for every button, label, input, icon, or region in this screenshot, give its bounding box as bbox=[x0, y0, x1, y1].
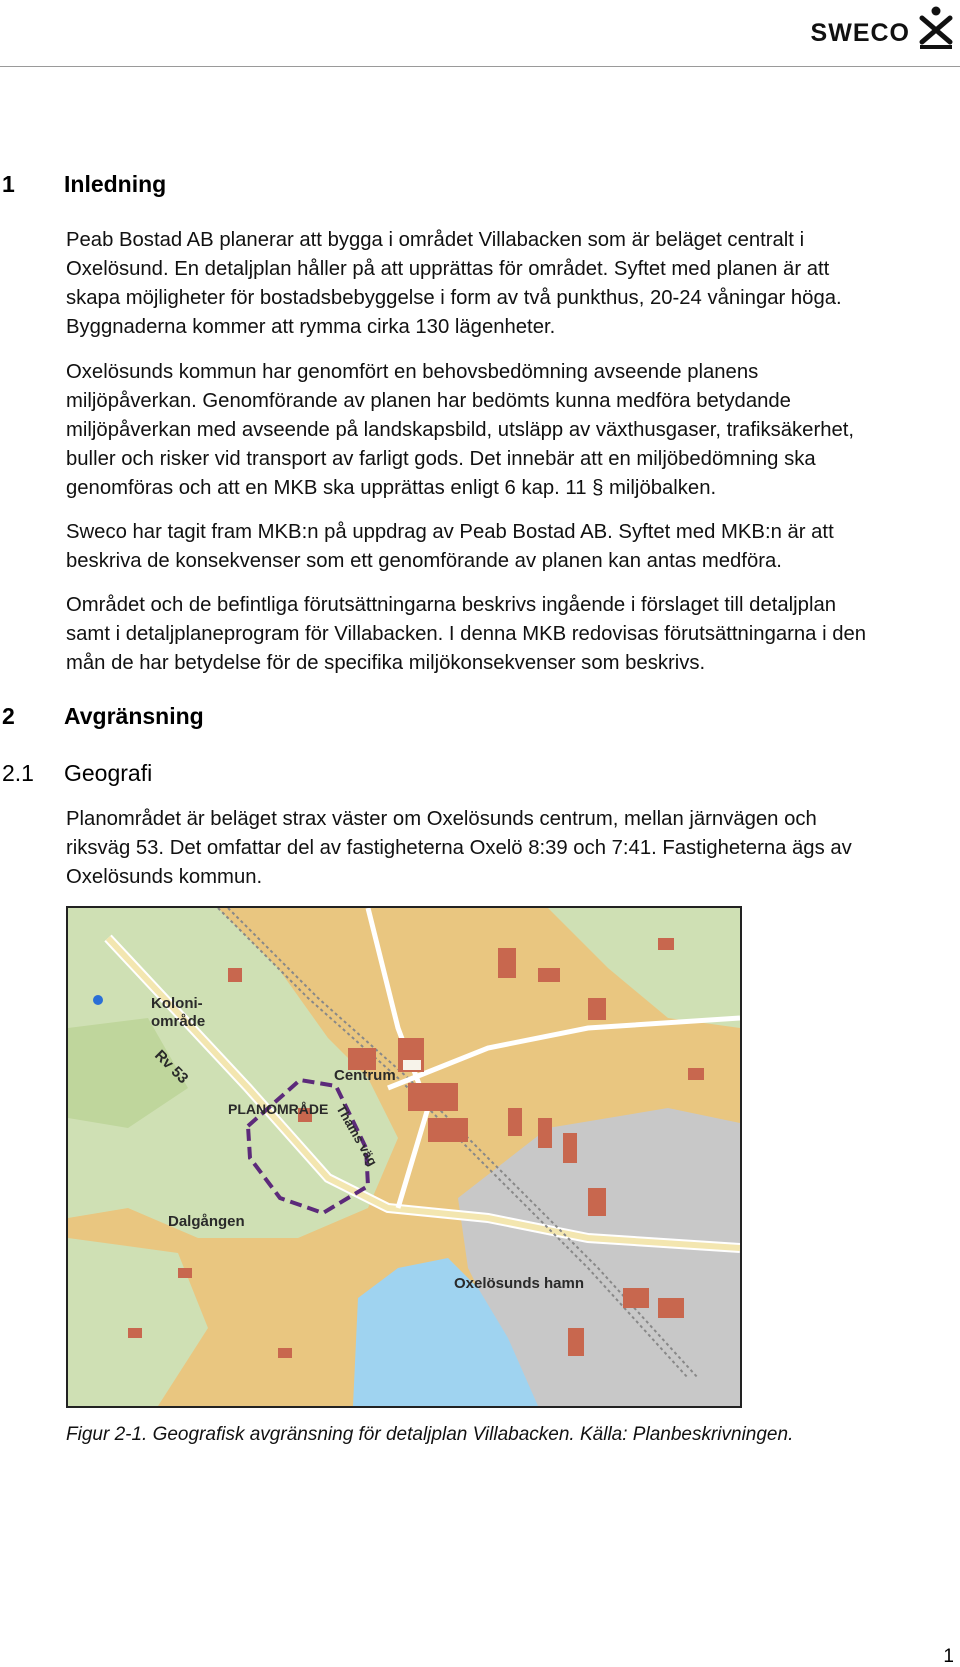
section-number: 2 bbox=[2, 703, 15, 729]
section-title: Avgränsning bbox=[64, 703, 204, 729]
section-number: 2.1 bbox=[2, 760, 34, 786]
paragraph-conditions: Området och de befintliga förutsättningarna beskrivs ingående i förslaget till detaljplan samt i detaljplaneprogram för Villabacken. I denna MKB redovisas förutsättningarna i den mån de har betydelse för de specifika miljökonsekvenser som beskrivs. bbox=[66, 594, 867, 674]
map-label-koloni-1: Koloni- bbox=[151, 995, 203, 1012]
map-label-rv53: Rv 53 bbox=[151, 1046, 192, 1088]
header-divider bbox=[0, 66, 960, 67]
paragraph-intro: Peab Bostad AB planerar att bygga i området Villabacken som är beläget centralt i Oxelösund. En detaljplan håller på att upprättas för området. Syftet med planen är att skapa möjligheter för bostadsbebyggelse i form av två punkthus, 20-24 våningar höga. Byggnaderna kommer att rymma cirka 130 lägenheter. bbox=[66, 229, 842, 338]
section-title: Inledning bbox=[64, 171, 167, 197]
paragraph-sweco: Sweco har tagit fram MKB:n på uppdrag av Peab Bostad AB. Syftet med MKB:n är att beskriva de konsekvenser som ett genomförande av planen kan antas medföra. bbox=[66, 521, 834, 572]
map-label-koloni-2: område bbox=[151, 1013, 206, 1030]
map-label-thams-vag: Thams väg bbox=[333, 1102, 381, 1169]
location-map bbox=[66, 906, 742, 1408]
paragraph-geography: Planområdet är beläget strax väster om Oxelösunds centrum, mellan järnvägen och riksväg 53. Det omfattar del av fastigheterna Oxelö 8:39 och 7:41. Fastigheterna ägs av Oxelösunds kommun. bbox=[66, 808, 852, 888]
map-label-hamn: Oxelösunds hamn bbox=[454, 1275, 585, 1292]
map-label-dalgangen: Dalgången bbox=[168, 1213, 245, 1230]
map-label-centrum: Centrum bbox=[334, 1067, 396, 1084]
company-logo bbox=[811, 6, 956, 50]
section-number: 1 bbox=[2, 171, 15, 197]
paragraph-assessment: Oxelösunds kommun har genomfört en behovsbedömning avseende planens miljöpåverkan. Genomförande av planen har bedömts kunna medföra betydande miljöpåverkan med avseende på landskapsbild, utsläpp av växthusgaser, trafiksäkerhet, buller och risker vid transport av farligt gods. Det innebär att en miljöbedömning ska genomföras och att en MKB ska upprättas enligt 6 kap. 11 § miljöbalken. bbox=[66, 361, 855, 499]
section-title: Geografi bbox=[64, 760, 153, 786]
map-graphic bbox=[68, 908, 740, 1406]
page-number: 1 bbox=[943, 1646, 954, 1667]
sweco-mark-icon bbox=[916, 6, 956, 50]
map-label-planomrade: PLANOMRÅDE bbox=[228, 1101, 329, 1117]
logo-text: SWECO bbox=[810, 18, 910, 47]
figure-caption: Figur 2-1. Geografisk avgränsning för detaljplan Villabacken. Källa: Planbeskrivningen. bbox=[66, 1424, 794, 1445]
